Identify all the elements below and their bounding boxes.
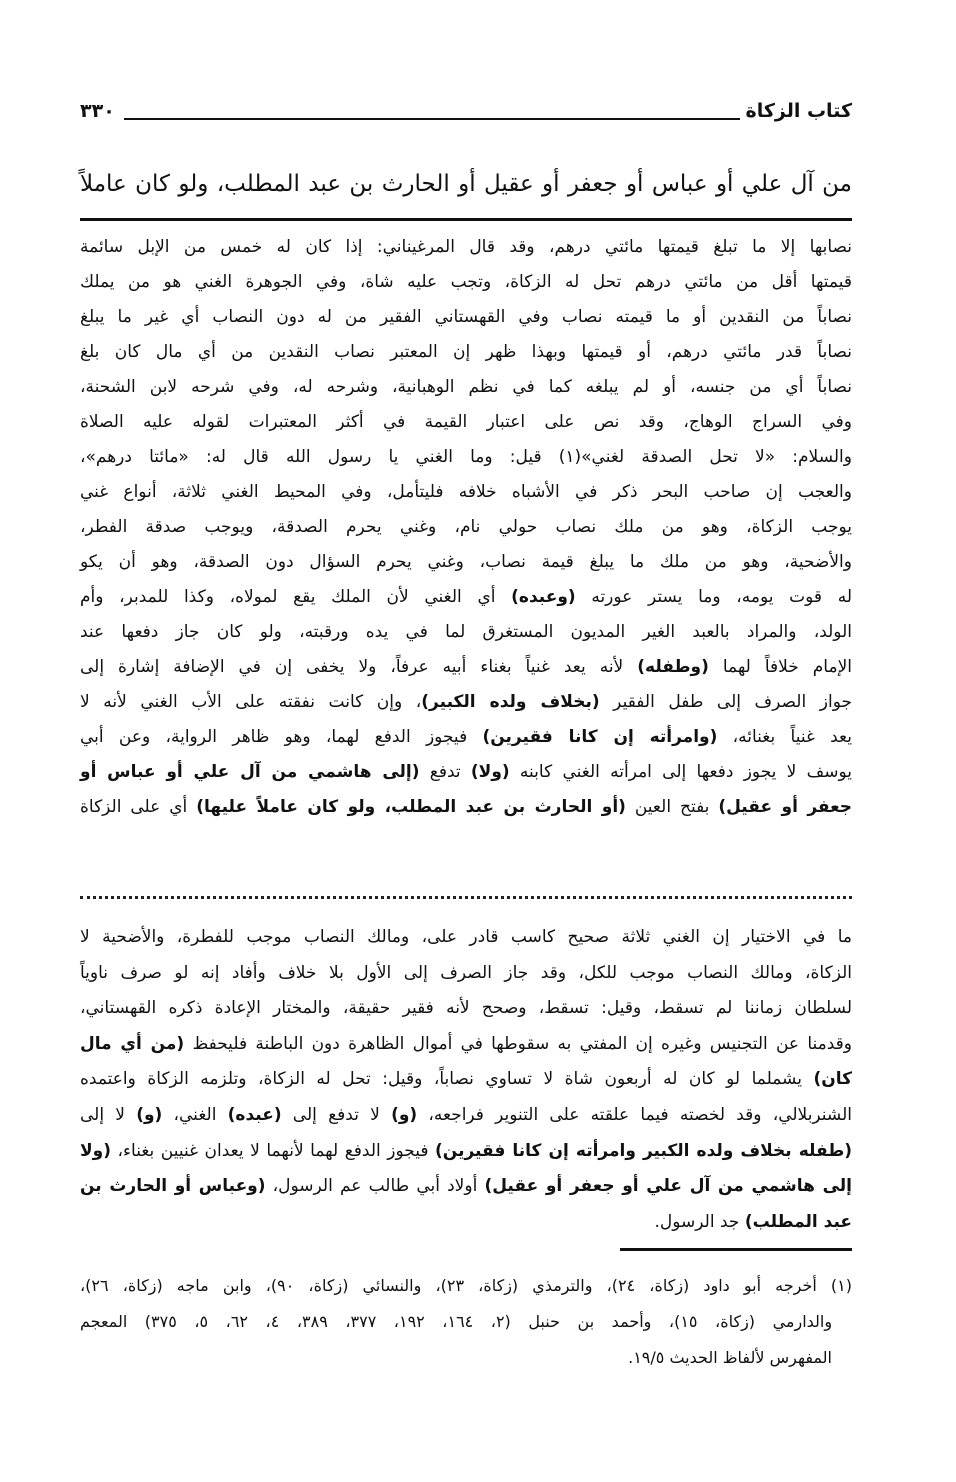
bold-matn-segment: إلى هاشمي من آل علي أو جعفر أو عقيل) xyxy=(484,1176,853,1197)
text-line xyxy=(80,545,852,580)
text-segment: أي على الزكاة xyxy=(80,797,197,817)
text-segment: قيمتها أقل من مائتي درهم تحل له الزكاة، وتجب عليه شاة، وفي الجوهرة الغني هو من يملك xyxy=(80,272,852,292)
text-line xyxy=(80,1062,852,1098)
bold-matn-segment: عبد المطلب) xyxy=(744,1211,852,1232)
text-line xyxy=(80,1169,852,1205)
bold-matn-segment: (من أي مال xyxy=(80,1033,185,1054)
text-segment: (١) أخرجه أبو داود (زكاة، ٢٤)، والترمذي (زكاة، ٢٣)، والنسائي (زكاة، ٩٠)، وابن ماجه (زكاة، ٢٦)، xyxy=(80,1276,852,1295)
text-line xyxy=(80,991,852,1027)
text-segment: لا تدفع إلى xyxy=(281,1104,392,1125)
text-line xyxy=(80,510,852,545)
text-segment: له قوت يومه، وما يستر عورته xyxy=(575,587,852,607)
bold-matn-segment: (و) xyxy=(136,1104,163,1125)
text-segment: جواز الصرف إلى طفل الفقير xyxy=(599,692,852,712)
dotted-separator xyxy=(80,896,852,899)
main-text xyxy=(80,164,852,204)
text-segment: الشنربلالي، وقد لخصته فيما علقته على التنوير فراجعه، xyxy=(417,1104,852,1125)
text-segment: والسلام: «لا تحل الصدقة لغني»(١) قيل: وما الغني يا رسول الله قال له: «مائتا درهم»، xyxy=(80,447,852,467)
text-segment: ما في الاختيار إن الغني ثلاثة صحيح كاسب قادر على، ومالك النصاب موجب للفطرة، والأضحية لا xyxy=(80,927,852,947)
text-line xyxy=(80,1134,852,1170)
text-segment: فيجوز الدفع لهما لأنهما لا يعدان غنيين بغناء، xyxy=(111,1140,436,1161)
text-line xyxy=(80,790,852,825)
text-line xyxy=(80,335,852,370)
text-segment: يوسف لا يجوز دفعها إلى امرأته الغني كابنه xyxy=(509,762,852,782)
text-segment: الإمام خلافاً لهما xyxy=(708,657,852,677)
text-line xyxy=(80,580,852,615)
bold-matn-segment: (وطفله) xyxy=(637,657,709,677)
header-rule xyxy=(124,118,740,120)
page-number: ٣٣٠ xyxy=(80,100,115,122)
bold-matn-segment: جعفر أو عقيل) xyxy=(718,797,852,817)
text-line xyxy=(80,956,852,992)
bold-matn-segment: كان) xyxy=(813,1069,852,1090)
bold-matn-segment: (عبده) xyxy=(227,1104,282,1125)
text-line xyxy=(80,720,852,755)
text-segment: يشملما لو كان له أربعون شاة لا تساوي نصاباً، وقيل: تحل له الزكاة، وتلزمه الزكاة واعتمده xyxy=(80,1069,814,1090)
text-line xyxy=(80,1205,852,1241)
text-line xyxy=(80,1268,852,1304)
text-line xyxy=(80,685,852,720)
text-segment: يوجب الزكاة، وهو من ملك نصاب حولي نام، وغني يحرم الصدقة، ويوجب صدقة الفطر، xyxy=(80,517,852,537)
bold-matn-segment: (بخلاف ولده الكبير) xyxy=(421,692,600,712)
text-line xyxy=(80,650,852,685)
text-segment: والأضحية، وهو من ملك ما يبلغ قيمة نصاب، وغني يحرم السؤال دون الصدقة، وهو أن يكو xyxy=(80,552,852,572)
text-line xyxy=(80,440,852,475)
bold-matn-segment: (طفله بخلاف ولده الكبير وامرأته إن كانا فقيرين) xyxy=(435,1140,853,1161)
bold-matn-segment: (ولا xyxy=(80,1140,111,1161)
text-segment: لا إلى xyxy=(80,1104,137,1125)
text-segment: جد الرسول. xyxy=(654,1211,745,1232)
text-segment: وفي السراج الوهاج، وقد نص على اعتبار القيمة في أكثر المعتبرات لقوله عليه الصلاة xyxy=(80,412,852,432)
bold-matn-segment: (و) xyxy=(391,1104,418,1125)
text-segment: فيجوز الدفع لهما، وهو ظاهر الرواية، وعن أبي xyxy=(80,727,483,747)
text-segment: نصابها إلا ما تبلغ قيمتها مائتي درهم، وقد قال المرغيناني: إذا كان له خمس من الإبل سائمة xyxy=(80,237,852,257)
bold-matn-segment: (وامرأته إن كانا فقيرين) xyxy=(482,727,718,747)
text-line xyxy=(80,370,852,405)
text-segment: الولد، والمراد بالعبد الغير المديون المستغرق لما في يده ورقبته، ولو كان جاز دفعها عند xyxy=(80,622,852,642)
text-segment: أي الغني لأن الملك يقع لمولاه، وكذا للمدبر، وأم xyxy=(80,587,512,607)
text-line xyxy=(80,1340,852,1376)
text-line xyxy=(80,755,852,790)
text-segment: أولاد أبي طالب عم الرسول، xyxy=(265,1176,485,1197)
text-segment: يعد غنياً بغنائه، xyxy=(717,727,852,747)
text-line xyxy=(80,300,852,335)
running-header xyxy=(80,98,852,132)
bold-matn-segment: (إلى هاشمي من آل علي أو عباس أو xyxy=(80,762,420,782)
text-segment: لسلطان زماننا لم تسقط، وقيل: تسقط، وصحح لأنه فقير حقيقة، والمختار الإعادة ذكره القهستاني، xyxy=(80,998,852,1019)
text-line xyxy=(80,1098,852,1134)
text-segment: لأنه يعد غنياً بغناء أبيه عرفاً، ولا يخفى إن في الإضافة إشارة إلى xyxy=(80,657,638,677)
text-segment: الغني، xyxy=(162,1104,228,1125)
bold-matn-segment: (وعبده) xyxy=(511,587,576,607)
book-title: كتاب الزكاة xyxy=(745,100,852,122)
bold-matn-segment: (وعباس أو الحارث بن xyxy=(80,1176,266,1197)
footnotes xyxy=(80,1268,852,1376)
commentary-block-2 xyxy=(80,920,852,1240)
text-segment: الزكاة، ومالك النصاب موجب للكل، وقد جاز الصرف إلى الأول بلا خلاف وأفاد إنه لو صرف ناوياً xyxy=(80,962,852,983)
text-line xyxy=(80,265,852,300)
text-segment: المفهرس لألفاظ الحديث ١٩/٥. xyxy=(628,1348,832,1367)
text-segment: نصاباً أي من جنسه، أو لم يبلغه كما في نظم الوهبانية، وشرحه له، وفي شرحه لابن الشحنة، xyxy=(80,377,852,397)
text-line xyxy=(80,1304,852,1340)
text-segment: والعجب إن صاحب البحر ذكر في الأشباه خلافه فليتأمل، وفي المحيط الغني ثلاثة، أنواع غني xyxy=(80,482,852,502)
bold-matn-segment: (أو الحارث بن عبد المطلب، ولو كان عاملاً عليها) xyxy=(196,797,626,817)
main-text-divider xyxy=(80,218,852,221)
text-segment: وقدمنا عن التجنيس وغيره إن المفتي به سقوطها في أموال الظاهرة دون الباطنة فليحفظ xyxy=(184,1033,852,1054)
text-line xyxy=(80,230,852,265)
text-line xyxy=(80,475,852,510)
text-line xyxy=(80,920,852,956)
text-segment: والدارمي (زكاة، ١٥)، وأحمد بن حنبل (٢، ١٦٤، ١٩٢، ٣٧٧، ٣٨٩، ٤، ٦٢، ٥، ٣٧٥) المعجم xyxy=(80,1312,833,1331)
text-segment: تدفع xyxy=(419,762,471,782)
text-line xyxy=(80,405,852,440)
text-line xyxy=(80,1027,852,1063)
text-segment: بفتح العين xyxy=(625,797,719,817)
main-text-line: من آل علي أو عباس أو جعفر أو عقيل أو الحارث بن عبد المطلب، ولو كان عاملاً xyxy=(80,171,852,197)
text-line xyxy=(80,615,852,650)
text-segment: نصاباً قدر مائتي درهم، أو قيمتها وبهذا ظهر إن المعتبر نصاب النقدين من أي مال كان بلغ xyxy=(80,342,852,362)
text-segment: نصاباً من النقدين أو ما قيمته نصاب وفي القهستاني الفقير من له دون النصاب أي غير ما يبلغ xyxy=(80,307,852,327)
commentary-block-1 xyxy=(80,230,852,825)
footnote-rule xyxy=(620,1248,852,1251)
text-segment: ، وإن كانت نفقته على الأب الغني لأنه لا xyxy=(80,692,422,712)
bold-matn-segment: (ولا) xyxy=(470,762,510,782)
